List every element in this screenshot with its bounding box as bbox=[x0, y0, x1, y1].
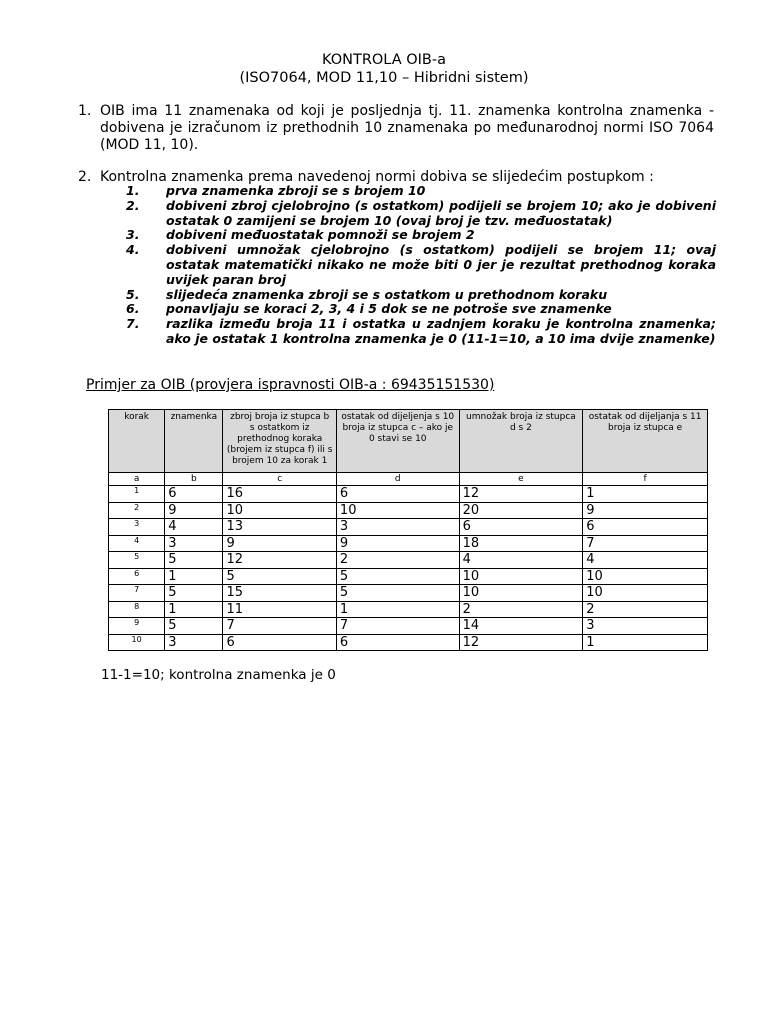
step-number: 2. bbox=[126, 197, 140, 213]
table-cell: 5 bbox=[223, 568, 336, 585]
table-cell: 9 bbox=[336, 535, 459, 552]
step-item bbox=[126, 228, 716, 243]
step-item bbox=[126, 184, 716, 199]
table-cell: 4 bbox=[165, 519, 223, 536]
paragraph-number: 2. bbox=[78, 169, 92, 185]
table-cell: 5 bbox=[336, 568, 459, 585]
column-header: umnožak broja iz stupca d s 2 bbox=[459, 410, 583, 473]
step-text: dobiveni umnožak cjelobrojno (s ostatkom) podijeli se brojem 11; ovaj ostatak matematički nikako ne može biti 0 jer je rezultat prethodnog koraka uvijek paran broj bbox=[166, 242, 716, 287]
paragraph-text: Kontrolna znamenka prema navedenoj normi dobiva se slijedećim postupkom : bbox=[100, 169, 654, 185]
table-row bbox=[109, 486, 708, 503]
table-row bbox=[109, 552, 708, 569]
column-letters-row bbox=[109, 473, 708, 486]
table-cell: 5 bbox=[165, 552, 223, 569]
column-letter: b bbox=[165, 473, 223, 486]
step-number: 6. bbox=[126, 301, 140, 317]
table-cell: 2 bbox=[459, 601, 583, 618]
table-cell: 5 bbox=[165, 618, 223, 635]
step-number: 7. bbox=[126, 316, 140, 332]
step-text: dobiveni međuostatak pomnoži se brojem 2 bbox=[166, 227, 475, 243]
table-cell: 14 bbox=[459, 618, 583, 635]
table-cell: 6 bbox=[583, 519, 708, 536]
step-number: 5. bbox=[126, 286, 140, 302]
table-cell: 5 bbox=[109, 552, 165, 569]
table-cell: 3 bbox=[583, 618, 708, 635]
step-number: 4. bbox=[126, 242, 140, 258]
oib-calculation-table bbox=[108, 409, 708, 651]
table-cell: 3 bbox=[109, 519, 165, 536]
table-cell: 3 bbox=[336, 519, 459, 536]
example-heading: Primjer za OIB (provjera ispravnosti OIB-a : 69435151530) bbox=[86, 377, 495, 393]
step-item bbox=[126, 317, 716, 347]
table-cell: 7 bbox=[223, 618, 336, 635]
table-cell: 9 bbox=[583, 502, 708, 519]
table-cell: 6 bbox=[336, 486, 459, 503]
table-cell: 1 bbox=[165, 568, 223, 585]
table-cell: 6 bbox=[165, 486, 223, 503]
table-cell: 4 bbox=[459, 552, 583, 569]
step-number: 1. bbox=[126, 183, 140, 198]
table-cell: 9 bbox=[223, 535, 336, 552]
table-cell: 5 bbox=[336, 585, 459, 602]
table-cell: 7 bbox=[583, 535, 708, 552]
table-row bbox=[109, 634, 708, 651]
table-cell: 4 bbox=[583, 552, 708, 569]
step-number: 3. bbox=[126, 227, 140, 243]
table-cell: 5 bbox=[165, 585, 223, 602]
table-cell: 12 bbox=[459, 486, 583, 503]
table-cell: 20 bbox=[459, 502, 583, 519]
column-letter: e bbox=[459, 473, 583, 486]
table-cell: 2 bbox=[583, 601, 708, 618]
table-header-row bbox=[109, 410, 708, 473]
table-cell: 1 bbox=[336, 601, 459, 618]
step-text: dobiveni zbroj cjelobrojno (s ostatkom) podijeli se brojem 10; ako je dobiveni ostatak 0 zamijeni se brojem 10 (ovaj broj je tzv. međuostatak) bbox=[166, 197, 716, 228]
table-cell: 7 bbox=[109, 585, 165, 602]
step-text: razlika između broja 11 i ostatka u zadnjem koraku je kontrolna znamenka; ako je ostatak 1 kontrolna znamenka je 0 (11-1=10, a 10 ima dvije znamenke) bbox=[166, 316, 716, 346]
table-cell: 3 bbox=[165, 535, 223, 552]
table-cell: 10 bbox=[583, 568, 708, 585]
paragraph-number: 1. bbox=[78, 103, 92, 119]
table-row bbox=[109, 519, 708, 536]
step-text: slijedeća znamenka zbroji se s ostatkom u prethodnom koraku bbox=[166, 286, 608, 302]
step-item bbox=[126, 243, 716, 287]
column-letter: d bbox=[336, 473, 459, 486]
column-letter: c bbox=[223, 473, 336, 486]
paragraph-1 bbox=[78, 103, 714, 154]
column-header: korak bbox=[109, 410, 165, 473]
table-cell: 6 bbox=[223, 634, 336, 651]
table-cell: 6 bbox=[459, 519, 583, 536]
table-cell: 1 bbox=[583, 634, 708, 651]
table-cell: 2 bbox=[109, 502, 165, 519]
table-cell: 6 bbox=[336, 634, 459, 651]
table-cell: 1 bbox=[583, 486, 708, 503]
table-row bbox=[109, 601, 708, 618]
page-title: KONTROLA OIB-a bbox=[321, 52, 446, 68]
table-cell: 7 bbox=[336, 618, 459, 635]
column-letter: a bbox=[109, 473, 165, 486]
table-cell: 9 bbox=[165, 502, 223, 519]
table-row bbox=[109, 502, 708, 519]
table-cell: 18 bbox=[459, 535, 583, 552]
step-text: ponavljaju se koraci 2, 3, 4 i 5 dok se ne potroše sve znamenke bbox=[166, 301, 612, 317]
table-cell: 10 bbox=[223, 502, 336, 519]
table-cell: 12 bbox=[223, 552, 336, 569]
step-item bbox=[126, 302, 716, 317]
table-row bbox=[109, 618, 708, 635]
column-header: znamenka bbox=[165, 410, 223, 473]
table-row bbox=[109, 535, 708, 552]
table-cell: 4 bbox=[109, 535, 165, 552]
paragraph-text: OIB ima 11 znamenaka od koji je posljednja tj. 11. znamenka kontrolna znamenka - dobivena je izračunom iz prethodnih 10 znamenaka po međunarodnoj normi ISO 7064 (MOD 11, 10). bbox=[100, 103, 714, 153]
column-header: zbroj broja iz stupca b s ostatkom iz prethodnog koraka (brojem iz stupca f) ili s brojem 10 za korak 1 bbox=[223, 410, 336, 473]
step-text: prva znamenka zbroji se s brojem 10 bbox=[166, 183, 426, 198]
table-cell: 10 bbox=[459, 585, 583, 602]
result-text: 11-1=10; kontrolna znamenka je 0 bbox=[101, 667, 336, 683]
column-header: ostatak od dijeljenja s 10 broja iz stupca c – ako je 0 stavi se 10 bbox=[336, 410, 459, 473]
table-cell: 8 bbox=[109, 601, 165, 618]
step-item bbox=[126, 288, 716, 303]
table-cell: 1 bbox=[165, 601, 223, 618]
table-cell: 1 bbox=[109, 486, 165, 503]
table-row bbox=[109, 585, 708, 602]
page-subtitle: (ISO7064, MOD 11,10 – Hibridni sistem) bbox=[239, 70, 529, 86]
table-row bbox=[109, 568, 708, 585]
table-cell: 9 bbox=[109, 618, 165, 635]
table-cell: 3 bbox=[165, 634, 223, 651]
table-cell: 6 bbox=[109, 568, 165, 585]
table-cell: 10 bbox=[583, 585, 708, 602]
column-header: ostatak od dijeljanja s 11 broja iz stupca e bbox=[583, 410, 708, 473]
table-cell: 13 bbox=[223, 519, 336, 536]
table-cell: 16 bbox=[223, 486, 336, 503]
procedure-steps bbox=[126, 184, 716, 347]
table-cell: 10 bbox=[459, 568, 583, 585]
table-cell: 11 bbox=[223, 601, 336, 618]
column-letter: f bbox=[583, 473, 708, 486]
table-cell: 15 bbox=[223, 585, 336, 602]
table-cell: 12 bbox=[459, 634, 583, 651]
table-cell: 10 bbox=[109, 634, 165, 651]
table-cell: 10 bbox=[336, 502, 459, 519]
step-item bbox=[126, 199, 716, 229]
table-cell: 2 bbox=[336, 552, 459, 569]
